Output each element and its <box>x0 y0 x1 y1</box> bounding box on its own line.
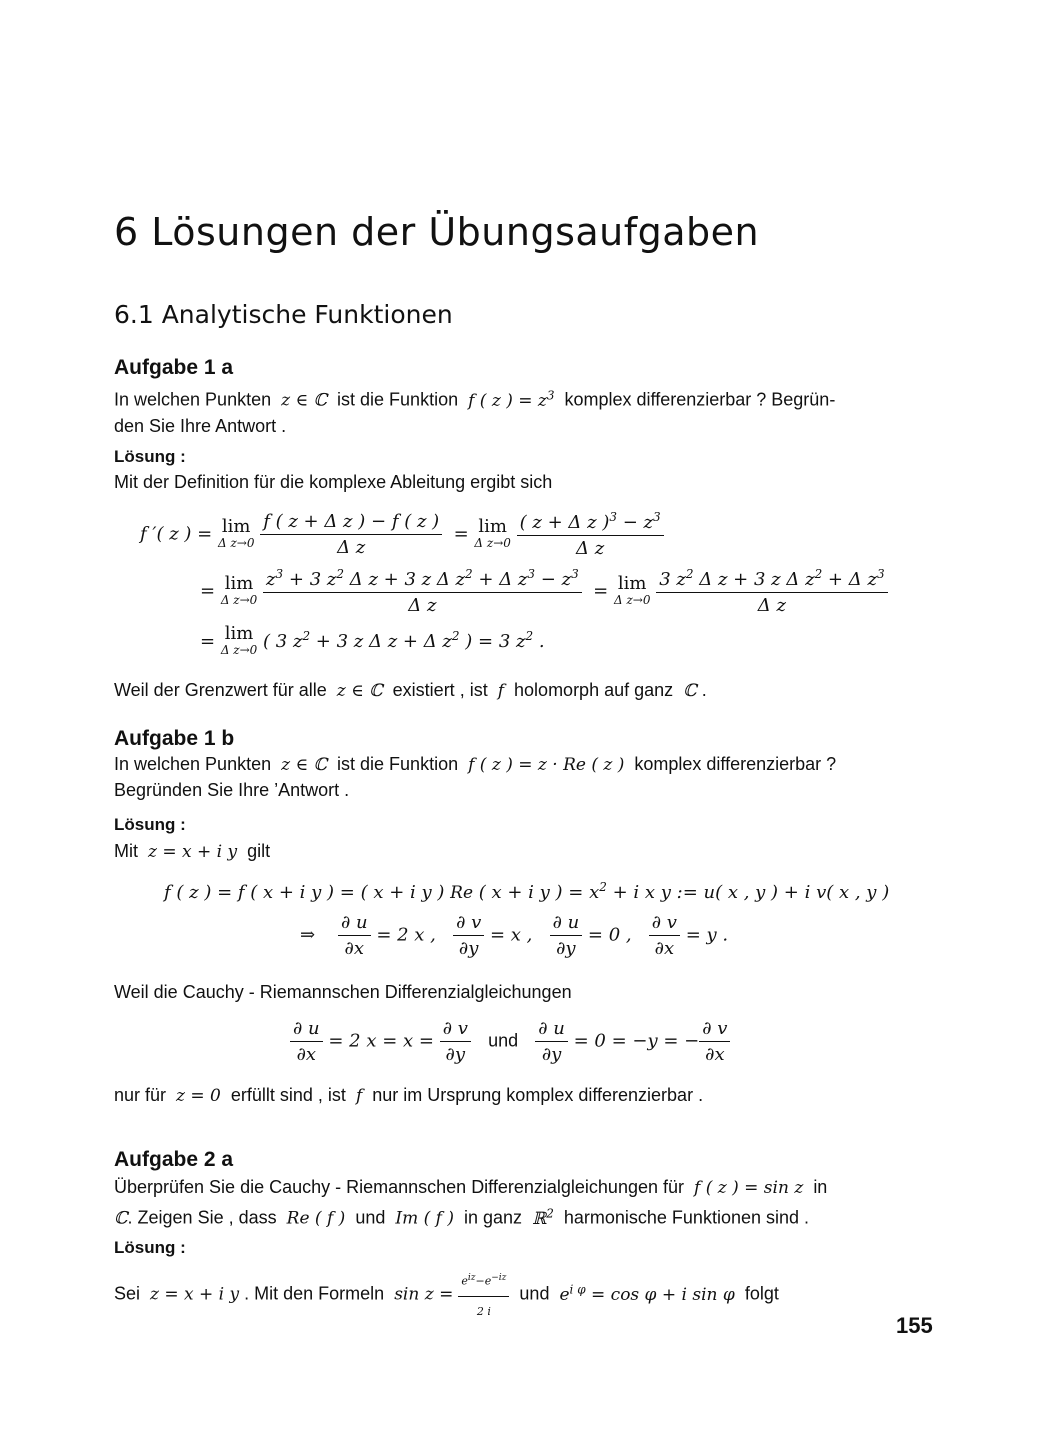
task-1a-equation-line-3: = lim Δ z→0 ( 3 $z^2 + 3$ z Δ z + Δ $z^2$ ) = 3 $z^2$ . <box>200 623 545 657</box>
task-1b-intro: Mit z = x + i y gilt <box>114 841 271 862</box>
task-1a-conclusion: Weil der Grenzwert für alle z ∈ ℂ existiert , ist f holomorph auf ganz ℂ . <box>114 680 707 701</box>
task-1a-equation-line-2: = lim Δ z→0 $\frac{z^3 + 3 z^2 \Delta z + 3 z \Delta z^2 + \Delta z^3 - z^3}{\text{Δ z}}$ = lim Δ z→0 $\frac{3 z^2 \Delta z + 3 z \Delta z^2 + \Delta z^3}{\text{Δ z}}$ <box>200 567 888 616</box>
task-1a-heading: Aufgabe 1 a <box>114 356 234 379</box>
task-1b-heading: Aufgabe 1 b <box>114 727 235 750</box>
task-2a-solution-intro: Sei z = x + i y . Mit den Formeln sin z = $\frac{e^{iz}-e^{-iz}}{2 i}$ und $e^{i \varphi} = \cos \varphi + i$ sin φ folgt <box>114 1266 940 1324</box>
task-1b-cr-text: Weil die Cauchy - Riemannschen Differenzialgleichungen <box>114 982 572 1002</box>
task-1b-conclusion: nur für z = 0 erfüllt sind , ist f nur im Ursprung komplex differenzierbar . <box>114 1085 704 1106</box>
task-2a-loesung-label: Lösung : <box>114 1238 186 1257</box>
task-2a-heading: Aufgabe 2 a <box>114 1148 234 1171</box>
task-1b-equation-line-1: f ( z ) = f ( x + i y ) = ( x + i y ) Re ( x + i y ) = $x^2 + i$ x y := u( x , y ) + i v( x , y ) <box>164 880 890 903</box>
task-1b-text: In welchen Punkten z ∈ ℂ ist die Funktion f ( z ) = z · Re ( z ) komplex differenzierbar ? Begründen Sie Ihre ’Antwort . <box>114 754 837 800</box>
section-title: 6.1 Analytische Funktionen <box>114 300 453 329</box>
task-1b-equation-line-2: ⇒ $\frac{\partial u}{\partial x}$ = 2 x , $\frac{\partial v}{\partial y}$ = x , $\frac{\partial u}{\partial y}$ = 0 , $\frac{\partial v}{\partial x}$ = y . <box>300 912 729 959</box>
page-number: 155 <box>896 1313 933 1338</box>
chapter-title: 6 Lösungen der Übungsaufgaben <box>114 210 760 254</box>
task-1a-intro: Mit der Definition für die komplexe Ableitung ergibt sich <box>114 472 553 492</box>
task-1a-loesung-label: Lösung : <box>114 447 186 466</box>
task-1b-loesung-label: Lösung : <box>114 815 186 834</box>
task-1b-cr-equations: $\frac{\partial u}{\partial x}$ = 2 x = x = $\frac{\partial v}{\partial y}$ und $\frac{\partial u}{\partial y}$ = 0 = −y = − $\frac{\partial v}{\partial x}$ <box>290 1018 730 1065</box>
task-1a-text: In welchen Punkten z ∈ ℂ ist die Funktion f ( z ) = $z^3$ komplex differenzierbar ? Begrün- den Sie Ihre Antwort . <box>114 388 836 436</box>
task-1a-equation-line-1: f ′( z ) = lim Δ z→0 $\frac{\text{f ( z + Δ z ) − f ( z )}}{\text{Δ z}}$ = lim Δ z→0 $\frac{( z + \Delta z )^3 - z^3}{\text{Δ z}}$ <box>140 510 664 559</box>
task-2a-text: Überprüfen Sie die Cauchy - Riemannschen Differenzialgleichungen für f ( z ) = sin z in ℂ. Zeigen Sie , dass Re ( f ) und Im ( f ) in ganz ℝ$^2$ harmonische Funktionen sind . <box>114 1177 828 1229</box>
